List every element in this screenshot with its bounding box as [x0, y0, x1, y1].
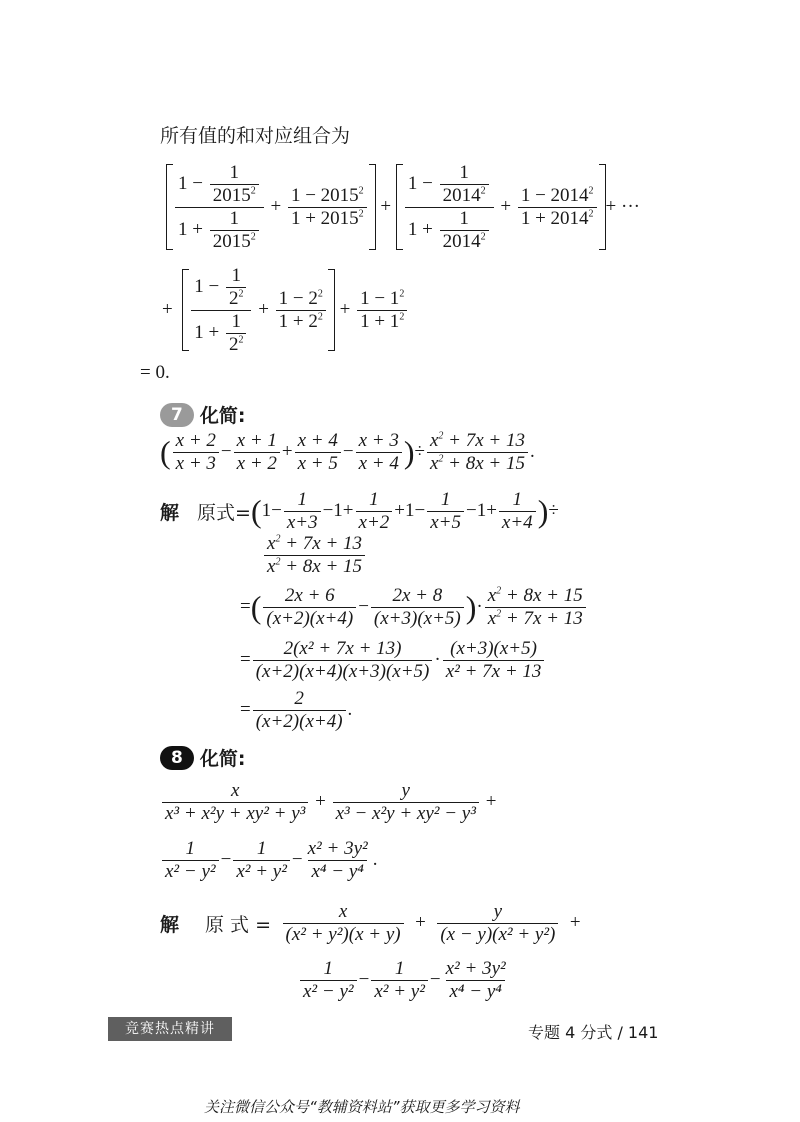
fraction: 1 − $\frac{1}{2^2}$ 1 + $\frac{1}{2^2}$	[191, 265, 251, 355]
footer-section-label: 竞赛热点精讲	[108, 1017, 232, 1041]
left-bracket	[396, 164, 403, 250]
footer-page-info: 专题 4 分式 / 141	[528, 1023, 659, 1042]
fraction: 1 − $\frac{1}{2015^2}$ 1 + $\frac{1}{2015^2}$	[175, 162, 264, 252]
problem-8-expression-1: x x³ + x²y + xy² + y³ + $\frac{y}{\text{x³ − x²y + xy² − y³}}$ +	[160, 780, 496, 825]
solution-7-line-1: 解 原式= ( 1− $\frac{1}{x+3}$ −1+ $\frac{1}{x+2}$ +1− $\frac{1}{x+5}$ −1+ $\frac{1}{x+4}$ ) ÷	[160, 489, 559, 533]
fraction: $\frac{1 - 2014^2}{1 + 2014^2}$	[518, 185, 597, 230]
footer-watermark: 关注微信公众号“教辅资料站”获取更多学习资料	[204, 1098, 520, 1116]
solution-7-line-4: = $\frac{\text{2(x² + 7x + 13)}}{(x+2)(x+4)(x+3)(x+5)}$ · (x+3)(x+5) x² + 7x + 13	[240, 638, 546, 683]
problem-8-expression-2: 1 x² − y² − $\frac{1}{\text{x² + y²}}$ − $\frac{\text{x² + 3y²}}{\text{x⁴ − y⁴}}$ .	[160, 838, 377, 883]
fraction: $\frac{1 - 2^2}{1 + 2^2}$	[276, 288, 326, 333]
problem-7-expression: ( x + 2 x + 3 − $\frac{x + 1}{x + 2}$ + $\frac{x + 4}{x + 5}$ − $\frac{x + 3}{x + 4}$ ) ÷ $\frac{x^2 + 7x + 13}{x^2 + 8x + 15}$ .	[160, 430, 535, 474]
solution-8-line-2: 1 x² − y² − $\frac{1}{\text{x² + y²}}$ − $\frac{\text{x² + 3y²}}{\text{x⁴ − y⁴}}$	[298, 958, 511, 1003]
problem-number-badge: 7	[160, 403, 194, 427]
fraction: 1 − $\frac{1}{2014^2}$ 1 + $\frac{1}{2014^2}$	[405, 162, 494, 252]
right-bracket	[328, 269, 335, 351]
ellipsis: + ···	[605, 196, 640, 218]
problem-8-header	[160, 744, 245, 771]
sum-result: = 0.	[140, 362, 170, 383]
solution-7-line-5: = $\frac{2}{(x+2)(x+4)}$ .	[240, 688, 353, 732]
right-bracket	[369, 164, 376, 250]
solution-8-line-1: 解 原 式 = x (x² + y²)(x + y) + $\frac{y}{\text{(x − y)(x² + y²)}}$ +	[160, 901, 581, 945]
intro-text: 所有值的和对应组合为	[160, 125, 351, 147]
sum-line-2: + 1 − $\frac{1}{2^2}$ 1 + $\frac{1}{2^2}$ + $\frac{1 - 2^2}{1 + 2^2}$ + $\frac{1 - 1^2}{1 + 1^2}$	[162, 265, 409, 355]
left-bracket	[182, 269, 189, 351]
solution-7-line-3: = ( 2x + 6 (x+2)(x+4) − $\frac{2x + 8}{(x+3)(x+5)}$ ) · $x^2 + 8x + 15$ $x^2 + 7x + 13$	[240, 585, 588, 630]
fraction: $\frac{1 - 1^2}{1 + 1^2}$	[357, 288, 407, 333]
left-bracket	[166, 164, 173, 250]
solution-7-line-2: $x^2 + 7x + 13$ $x^2 + 8x + 15$	[262, 533, 367, 578]
sum-line-1: 1 − $\frac{1}{2015^2}$ 1 + $\frac{1}{2015^2}$ + $\frac{1 - 2015^2}{1 + 2015^2}$ + 1 − $\frac{1}{2014^2}$ 1 + $\frac{1}{2014^2}$ + $\frac{1 - 2014^2}{1 + 2014^2}$ + ···	[166, 162, 640, 252]
fraction: $\frac{1 - 2015^2}{1 + 2015^2}$	[288, 185, 367, 230]
right-bracket	[599, 164, 606, 250]
problem-title: 化简:	[199, 748, 246, 770]
problem-number-badge: 8	[160, 746, 194, 770]
problem-title: 化简:	[199, 405, 246, 427]
problem-7-header	[160, 401, 245, 428]
